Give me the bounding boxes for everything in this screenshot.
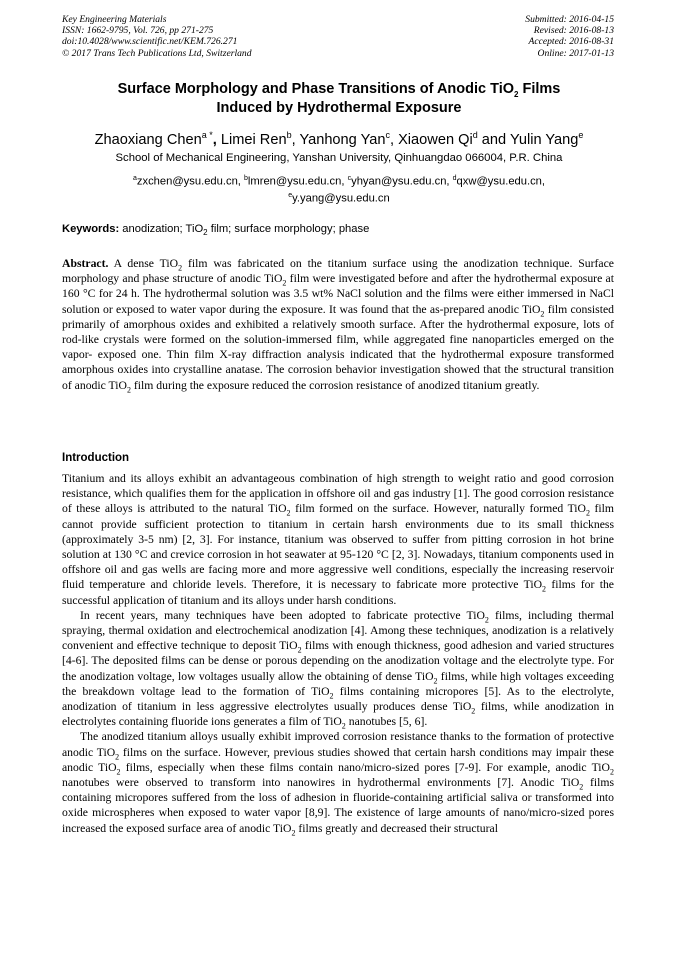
author-name: Yulin Yang [509,131,579,148]
journal-info [62,14,252,59]
submitted-date: Submitted: 2016-04-15 [525,14,614,25]
email-link[interactable]: qxw@ysu.edu.cn [456,175,542,188]
paper-title: Surface Morphology and Phase Transitions of Anodic TiO$_2$ Films Induced by Hydrothermal Exposure [117,81,561,116]
keywords: Keywords: anodization; TiO$_2$ film; surface morphology; phase [62,223,370,238]
abstract-label: Abstract. [62,257,109,270]
affiliation: School of Mechanical Engineering, Yanshan University, Qinhuangdao 066004, P.R. China [115,152,563,164]
keywords-label: Keywords: [62,223,120,235]
email-link[interactable]: y.yang@ysu.edu.cn [292,192,390,205]
online-date: Online: 2017-01-13 [537,47,614,59]
copyright-line: © 2017 Trans Tech Publications Ltd, Switzerland [62,47,252,59]
introduction-body [62,471,614,836]
section-heading-introduction: Introduction [62,452,130,464]
author-name: Zhaoxiang Chen [94,131,202,148]
email-list: $^a$zxchen@ysu.edu.cn, $^b$lmren@ysu.edu.cn, $^c$yhyan@ysu.edu.cn, $^d$qxw@ysu.edu.cn, $^e$y.yang@ysu.edu.cn [132,175,546,205]
author-name: Xiaowen Qi [398,131,473,148]
paragraph: Titanium and its alloys exhibit an advantageous combination of high strength to weight ratio and good corrosion resistance, which qualifies them for the application in offshore oil and gas industry [1]. The good corrosion resistance of these alloys is attributed to the natural TiO$_2$ film formed on the surface. However, naturally formed TiO$_2$ film cannot provide sufficient protection to titanium in certain harsh environments due to its small thickness (approximately 3-5 nm) [2, 3]. For instance, titanium was observed to suffer from pitting corrosion in hot brine solution at 130 °C and crevice corrosion in hot seawater at 95-120 °C [2, 3]. Nowadays, titanium components used in offshore oil and gas wells are facing more and more aggressive well conditions, especially the increasing reservoir fluid temperature and chloride levels. Therefore, it is necessary to fabricate more protective TiO$_2$ films for the successful application of titanium and its alloys under harsh conditions. [62,472,614,607]
email-link[interactable]: yhyan@ysu.edu.cn [351,175,447,188]
paragraph: In recent years, many techniques have been adopted to fabricate protective TiO$_2$ films, including thermal spraying, thermal oxidation and electrochemical anodization [4]. Among these techniques, anodization is a relatively convenient and effective technique to deposit TiO$_2$ films with enough thickness, good adhesion and varied structures [4-6]. The deposited films can be dense or porous depending on the anodization voltage and the electrolyte type. For the anodization voltage, low voltages usually allow the obtaining of dense TiO$_2$ films, while high voltages exceeding the breakdown voltage lead to the formation of TiO$_2$ films containing micropores [5]. As to the electrolyte, anodization of titanium in less aggressive electrolytes usually produces dense TiO$_2$ films, while anodization in electrolytes containing fluoride ions generates a film of TiO$_2$ nanotubes [5, 6]. [62,608,614,731]
author-list: Zhaoxiang Chen$^{a *}$, Limei Ren$^b$, Yanhong Yan$^c$, Xiaowen Qi$^d$ and Yulin Yang$^e$ [94,130,584,148]
journal-name: Key Engineering Materials [62,14,167,25]
issn-line: ISSN: 1662-9795, Vol. 726, pp 271-275 [62,25,214,37]
doi-line[interactable]: doi:10.4028/www.scientific.net/KEM.726.271 [62,36,238,48]
email-link[interactable]: zxchen@ysu.edu.cn [136,175,238,188]
revised-date: Revised: 2016-08-13 [533,25,614,37]
dates-info [525,14,614,59]
accepted-date: Accepted: 2016-08-31 [528,36,614,48]
abstract-text: A dense TiO$_2$ film was fabricated on the titanium surface using the anodization technique. Surface morphology and phase structure of anodic TiO$_2$ film were investigated before and after the hydrothermal exposure at 160 °C for 24 h. The hydrothermal solution was 3.5 wt% NaCl solution and the films were either immersed in NaCl solution or exposed to water vapor during the exposure. It was found that the as-prepared anodic TiO$_2$ film consisted primarily of amorphous oxides and exhibited a relatively smooth surface. After the hydrothermal exposure, lots of rod-like crystals were formed on the solution-immersed film, while aggregated fine nanoparticles emerged on the vapor- exposed one. Thin film X-ray diffraction analysis indicated that the hydrothermal exposure transformed amorphous oxides into crystalline anatase. The corrosion behavior investigation showed that the structural transition of anodic TiO$_2$ film during the exposure reduced the corrosion resistance of anodized titanium greatly. [62,257,614,394]
email-link[interactable]: lmren@ysu.edu.cn [247,175,342,188]
author-name: Yanhong Yan [299,131,386,148]
abstract [62,256,614,393]
author-name: Limei Ren [220,131,287,148]
paragraph: The anodized titanium alloys usually exhibit improved corrosion resistance thanks to the formation of protective anodic TiO$_2$ films on the surface. However, previous studies showed that certain harsh conditions may impair these anodic TiO$_2$ films, especially when these films contain nano/micro-sized pores [7-9]. For example, anodic TiO$_2$ nanotubes were observed to transform into nanowires in hydrothermal environments [7]. Anodic TiO$_2$ films containing micropores suffered from the loss of adhesion in fluoride-containing artificial saliva or transformed into oxide microspheres when exposed to water vapor [8,9]. The existence of large amounts of nano/micro-sized pores increased the exposed surface area of anodic TiO$_2$ films greatly and decreased their structural [62,730,614,837]
